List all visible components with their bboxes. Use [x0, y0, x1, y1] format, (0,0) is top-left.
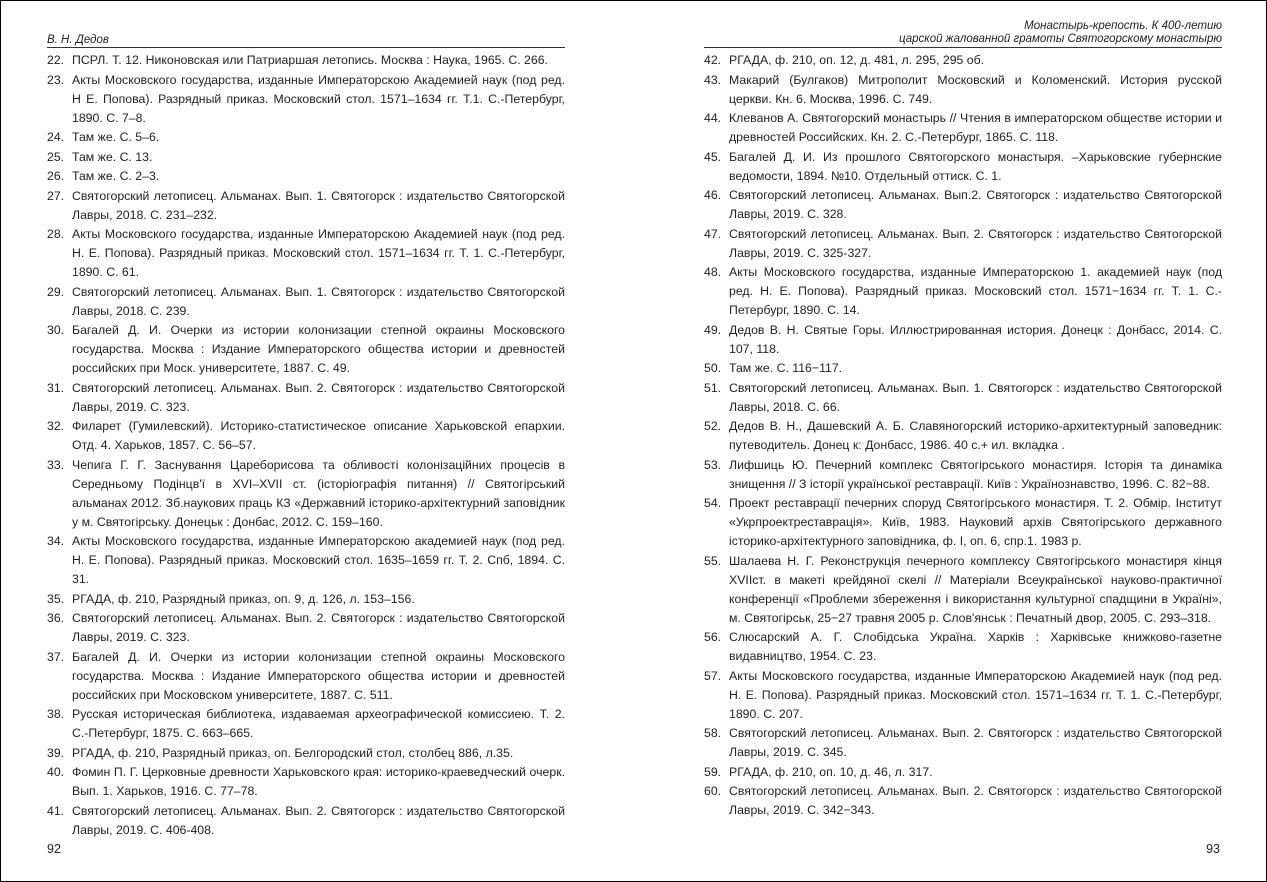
footnote-entry: [704, 263, 1222, 320]
footnote-text: Там же. С. 13.: [72, 149, 153, 164]
footnote-number: 35.: [47, 591, 65, 606]
footnote-text: Дедов В. Н., Дашевский А. Б. Славяногорский историко-архитектурный заповедник: путеводитель. Донец к: Донбасс, 1986. 40 с.+ ил. вкладка .: [729, 419, 1222, 452]
footnote-number: 37.: [47, 649, 65, 664]
footnote-text: РГАДА, ф. 210, Разрядный приказ, оп. Белгородский стол, столбец 886, л.35.: [72, 745, 514, 760]
footnote-text: Багалей Д. И. Из прошлого Святогорского монастыря. –Харьковские губернские ведомости, 1894. №10. Отдельный оттиск. С. 1.: [729, 149, 1222, 183]
footnote-number: 60.: [704, 784, 722, 798]
footnote-number: 36.: [47, 611, 65, 625]
footnote-text: Дедов В. Н. Святые Горы. Иллюстрированная история. Донецк : Донбасс, 2014. С. 107, 118.: [729, 322, 1222, 356]
footnote-text: Клеванов А. Святогорский монастырь // Чтения в императорском обществе истории и древностей Российских. Кн. 2. С.-Петербург, 1865. С. 118.: [729, 111, 1222, 144]
footnote-entry: [47, 456, 565, 532]
footnote-entry: [47, 128, 565, 147]
running-header-right: [704, 16, 1222, 48]
footnote-number: 49.: [704, 322, 722, 337]
footnote-entry: [47, 225, 565, 282]
footnote-text: Святогорский летописец. Альманах. Вып. 2. Святогорск : издательство Святогорской Лавры, 2019. С. 406-408.: [72, 803, 565, 837]
left-page: [47, 1, 565, 881]
footnote-text: РГАДА, ф. 210, оп. 10, д. 46, л. 317.: [729, 764, 933, 779]
footnote-entry: [704, 51, 1222, 70]
footnote-number: 59.: [704, 764, 722, 779]
footnote-number: 52.: [704, 419, 722, 433]
footnote-number: 28.: [47, 227, 65, 241]
footnote-entry: [704, 782, 1222, 820]
footnote-number: 45.: [704, 149, 722, 164]
footnote-entry: [47, 590, 565, 609]
footnote-entry: [47, 763, 565, 801]
footnote-number: 23.: [47, 72, 65, 87]
footnote-text: Филарет (Гумилевский). Историко-статистическое описание Харьковской епархии. Отд. 4. Харьков, 1857. С. 56–57.: [72, 419, 565, 452]
footnote-text: Святогорский летописец. Альманах. Вып. 2. Святогорск : издательство Святогорской Лавры, 2019. С. 323.: [72, 611, 565, 644]
header-title-line-2: царской жалованной грамоты Святогорскому монастырю: [899, 33, 1222, 45]
header-title-line-1: Монастырь-крепость. К 400-летию: [1024, 20, 1222, 32]
footnote-text: Макарий (Булгаков) Митрополит Московский и Коломенский. История русской церкви. Кн. 6. Москва, 1996. С. 749.: [729, 72, 1222, 106]
footnote-text: Святогорский летописец. Альманах. Вып. 2. Святогорск : издательство Святогорской Лавры, 2019. С. 342−343.: [729, 784, 1222, 817]
footnote-text: Акты Московского государства, изданные Императорскою Академией наук (под ред. Н. Е. Попова). Разрядный приказ. Московский стол. 1571–1634 гг. Т. 1. С.-Петербург, 1890. С. 207.: [729, 668, 1222, 721]
footnote-entry: [47, 71, 565, 128]
footnote-number: 39.: [47, 745, 65, 760]
footnote-text: Акты Московского государства, изданные Императорскою Академией наук (под ред. Н. Е. Попова). Разрядный приказ. Московский стол. 1571–1634 гг. Т. 1. С.-Петербург, 1890. С. 61.: [72, 227, 565, 279]
footnote-text: Святогорский летописец. Альманах. Вып.2. Святогорск : издательство Святогорской Лавры, 2019. С. 328.: [729, 188, 1222, 221]
footnote-number: 38.: [47, 707, 65, 721]
footnote-number: 30.: [47, 323, 65, 337]
footnote-entry: [704, 109, 1222, 147]
footnote-number: 53.: [704, 457, 722, 472]
footnote-text: Шалаева Н. Г. Реконструкція печерного комплексу Святогірського монастиря кінця XVIIст. в макеті крейдяної скелі // Матеріали Всеукраїнської науково-практичної конференції «Проблеми збереження і використання культурної спадщини в Україні», м. Святогірськ, 25−27 травня 2005 р. Слов'янськ : Печатный двор, 2005. С. 293–318.: [729, 553, 1222, 625]
footnote-entry: [704, 359, 1222, 378]
footnote-number: 32.: [47, 419, 65, 433]
footnote-text: Акты Московского государства, изданные Императорскою Академией наук (под ред. Н Е. Попова). Разрядный приказ. Московский стол. 1571–1634 гг. Т.1. С.-Петербург, 1890. С. 7–8.: [72, 72, 565, 125]
footnote-text: Фомин П. Г. Церковные древности Харьковского края: историко-краеведческий очерк. Вып. 1. Харьков, 1916. С. 77–78.: [72, 765, 565, 798]
footnote-number: 31.: [47, 380, 65, 395]
footnote-entry: [47, 609, 565, 647]
page-number-left: 92: [47, 842, 61, 856]
footnote-entry: [47, 187, 565, 225]
footnote-text: Багалей Д. И. Очерки из истории колонизации степной окраины Московского государства. Москва : Издание Императорского общества истории и древностей российских при Моск. университете, 1887. С. 49.: [72, 323, 565, 375]
footnote-entry: [704, 552, 1222, 628]
footnote-number: 58.: [704, 726, 722, 740]
footnote-entry: [47, 532, 565, 589]
footnote-entry: [704, 186, 1222, 224]
footnote-entry: [704, 763, 1222, 782]
footnote-number: 41.: [47, 803, 65, 818]
footnote-text: Русская историческая библиотека, издаваемая археографической комиссиею. Т. 2. С.-Петербург, 1875. С. 663–665.: [72, 707, 565, 740]
footnote-entry: [704, 148, 1222, 186]
footnote-number: 24.: [47, 130, 65, 144]
footnote-text: Святогорский летописец. Альманах. Вып. 1. Святогорск : издательство Святогорской Лавры, 2018. С. 66.: [729, 380, 1222, 414]
footnote-text: Багалей Д. И. Очерки из истории колонизации степной окраины Московского государства. Москва : Издание Императорского общества истории и древностей российских при Московском университете, 1887. С. 511.: [72, 649, 565, 702]
footnote-entry: [47, 321, 565, 378]
footnote-number: 27.: [47, 188, 65, 203]
running-header-left: [47, 16, 565, 48]
footnote-entry: [47, 744, 565, 763]
footnote-text: Там же. С. 5–6.: [72, 130, 160, 144]
footnote-number: 22.: [47, 53, 65, 67]
footnote-entry: [704, 417, 1222, 455]
footnote-entry: [704, 71, 1222, 109]
footnote-entry: [47, 379, 565, 417]
footnote-number: 57.: [704, 668, 722, 683]
footnote-text: Святогорский летописец. Альманах. Вып. 2. Святогорск : издательство Святогорской Лавры, 2019. С. 345.: [729, 726, 1222, 759]
footnote-list-right: [704, 51, 1222, 821]
footnote-number: 54.: [704, 496, 722, 510]
footnote-number: 26.: [47, 169, 65, 183]
footnote-number: 29.: [47, 284, 65, 299]
footnote-text: Акты Московского государства, изданные Императорскою академией наук (под ред. Н. Е. Попова). Разрядный приказ. Московский стол. 1635–1659 гг. Т. 2. Спб, 1894. С. 31.: [72, 534, 565, 586]
footnote-entry: [704, 225, 1222, 263]
footnote-text: РГАДА, ф. 210, оп. 12, д. 481, л. 295, 295 об.: [729, 53, 985, 67]
footnote-number: 44.: [704, 111, 722, 125]
footnote-text: Лифшиць Ю. Печерний комплекс Святогірського монастиря. Історія та динаміка знищення // З історії української реставрації. Київ : Українознавство, 1996. С. 82−88.: [729, 457, 1222, 491]
footnote-number: 40.: [47, 765, 65, 779]
footnote-text: Слюсарский А. Г. Слобідська Україна. Харків : Харківське книжково-газетне видавництво, 1954. С. 23.: [729, 630, 1222, 663]
footnote-entry: [47, 283, 565, 321]
footnote-list-left: [47, 51, 565, 840]
footnote-text: Святогорский летописец. Альманах. Вып. 2. Святогорск : издательство Святогорской Лавры, 2019. С. 323.: [72, 380, 565, 414]
footnote-number: 50.: [704, 361, 722, 375]
footnote-text: Акты Московского государства, изданные Императорскою 1. академией наук (под ред. Н. Е. Попова). Разрядный приказ. Московский стол. 1571−1634 гг. Т. 1. С.-Петербург, 1890. С. 14.: [729, 265, 1222, 317]
footnote-entry: [704, 667, 1222, 724]
footnote-text: Святогорский летописец. Альманах. Вып. 1. Святогорск : издательство Святогорской Лавры, 2018. С. 239.: [72, 284, 565, 318]
footnote-number: 55.: [704, 553, 722, 568]
footnote-number: 42.: [704, 53, 722, 67]
footnote-text: Там же. С. 2–3.: [72, 169, 160, 183]
footnote-text: РГАДА, ф. 210, Разрядный приказ, оп. 9, д. 126, л. 153–156.: [72, 591, 415, 606]
footnote-number: 56.: [704, 630, 722, 644]
page-number-right: 93: [1206, 842, 1220, 856]
footnote-entry: [47, 51, 565, 70]
footnote-text: Чепига Г. Г. Заснування Цареборисова та обливості колонізаційних процесів в Середньому Подінцв'ї в XVI–XVII ст. (історіографія питання) // Святогірський альманах 2012. Зб.наукових праць КЗ «Державний історико-архітектурний заповідник у м. Святогірську. Донецьк : Донбас, 2012. С. 159–160.: [72, 457, 565, 529]
footnote-entry: [704, 321, 1222, 359]
footnote-number: 46.: [704, 188, 722, 202]
author-name: В. Н. Дедов: [47, 34, 109, 46]
footnote-entry: [704, 379, 1222, 417]
footnote-text: Святогорский летописец. Альманах. Вып. 1. Святогорск : издательство Святогорской Лавры, 2018. С. 231–232.: [72, 188, 565, 222]
footnote-entry: [704, 724, 1222, 762]
footnote-text: ПСРЛ. Т. 12. Никоновская или Патриаршая летопись. Москва : Наука, 1965. С. 266.: [72, 53, 548, 67]
footnote-text: Святогорский летописец. Альманах. Вып. 2. Святогорск : издательство Святогорской Лавры, 2019. С. 325-327.: [729, 226, 1222, 260]
footnote-text: Там же. С. 116−117.: [729, 361, 843, 375]
footnote-number: 51.: [704, 380, 722, 395]
footnote-number: 33.: [47, 457, 65, 472]
footnote-text: Проект реставрації печерних споруд Святогірського монастиря. Т. 2. Обмір. Інститут «Укрпроектреставрація». Київ, 1983. Науковий архів Святогірського державного історико-архітектурного заповідника, ф. І, оп. 6, спр.1. 1983 р.: [729, 496, 1222, 548]
footnote-entry: [47, 417, 565, 455]
footnote-entry: [704, 628, 1222, 666]
footnote-number: 48.: [704, 265, 722, 279]
footnote-entry: [704, 494, 1222, 551]
footnote-entry: [47, 148, 565, 167]
footnote-entry: [47, 705, 565, 743]
footnote-entry: [47, 802, 565, 840]
footnote-number: 43.: [704, 72, 722, 87]
footnote-number: 25.: [47, 149, 65, 164]
footnote-number: 34.: [47, 534, 65, 548]
footnote-entry: [704, 456, 1222, 494]
footnote-entry: [47, 167, 565, 186]
footnote-entry: [47, 648, 565, 705]
footnote-number: 47.: [704, 226, 722, 241]
right-page: [704, 1, 1222, 881]
